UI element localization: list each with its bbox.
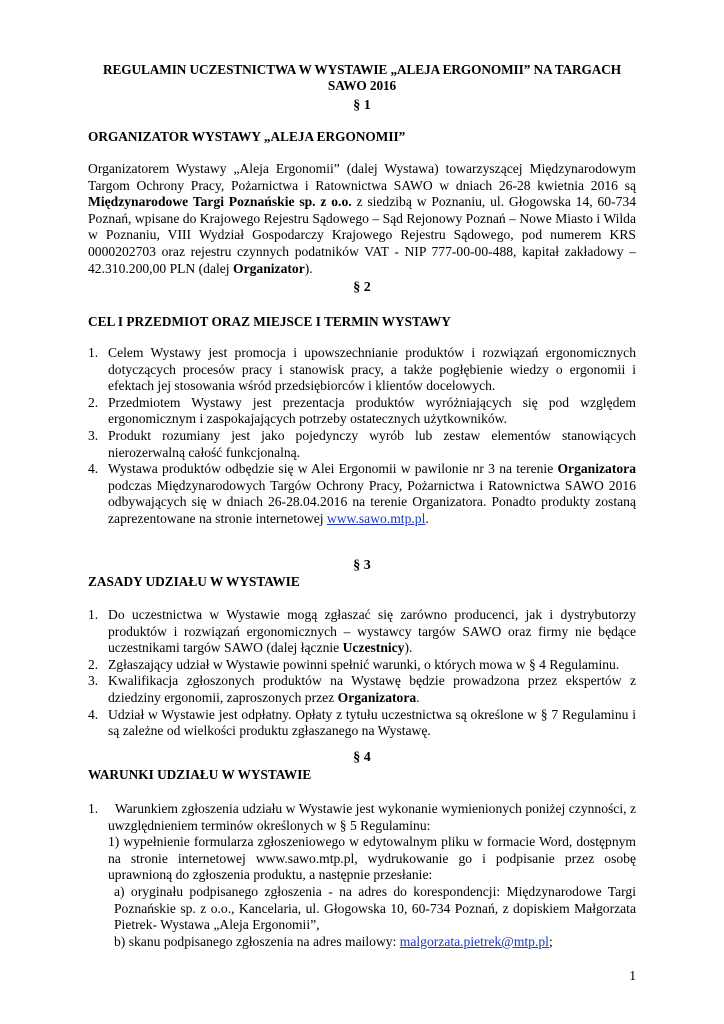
sub-item-b (108, 934, 636, 951)
organizer-term: Organizator (233, 260, 305, 276)
list-item (88, 607, 636, 657)
page-number: 1 (629, 968, 636, 983)
sub-item-1: 1) wypełnienie formularza zgłoszeniowego w edytowalnym pliku w formacie Word, dostępnym na stronie internetowej www.sawo.mtp.pl, wydrukowanie go i podpisanie przez osobę uprawnioną do zgłoszenia produktu, a następnie przesłanie: (108, 834, 636, 883)
list-item (88, 673, 636, 706)
item-text: Udział w Wystawie jest odpłatny. Opłaty z tytułu uczestnictwa są określone w § 7 Regulaminu i są zależne od wielkości produktu zgłaszanego na Wystawę. (108, 706, 636, 739)
item-text: Celem Wystawy jest promocja i upowszechnianie produktów i rozwiązań ergonomicznych dotyczących procesów pracy i stanowisk pracy, a także pogłębienie wiedzy o ergonomii i efektach jej stosowania wśród przedsiębiorców i klientów docelowych. (108, 345, 636, 394)
organizer-name: Międzynarodowe Targi Poznańskie sp. z o.o. (88, 194, 352, 210)
organizer-term: Organizatora (337, 689, 417, 705)
participants-term: Uczestnicy (342, 640, 405, 656)
item-text: Przedmiotem Wystawy jest prezentacja produktów wyróżniających się pod względem ergonomicznym i zaspokajających potrzeby ostatecznych użytkowników. (108, 394, 636, 427)
sub-item-a: a) oryginału podpisanego zgłoszenia - na adres do korespondencji: Międzynarodowe Targi Poznańskie sp. z o.o., Kancelaria, ul. Głogowska 10, 60-734 Poznań, z dopiskiem Małgorzata Pietrek- Wystawa „Aleja Ergonomii”, (114, 883, 636, 933)
section-3-list (88, 607, 636, 740)
section-3-heading: ZASADY UDZIAŁU W WYSTAWIE (88, 574, 300, 589)
section-3-mark: § 3 (353, 558, 371, 573)
list-item (88, 395, 636, 428)
text: Organizatorem Wystawy „Aleja Ergonomii” (dalej Wystawa) towarzyszącej Międzynarodowym Targom Ochrony Pracy, Pożarnictwa i Ratownictwa SAWO w dniach 26-28 kwietnia 2016 są (88, 161, 636, 193)
item-number: 2. (88, 394, 99, 410)
email-link[interactable]: malgorzata.pietrek@mtp.pl (399, 933, 549, 949)
section-4-item (88, 801, 640, 950)
section-1-paragraph (88, 161, 636, 277)
item-number: 4. (88, 461, 99, 477)
item-number: 2. (88, 656, 99, 672)
item-text: . (416, 689, 420, 705)
list-item (88, 345, 636, 395)
item-text: podczas Międzynarodowych Targów Ochrony Pracy, Pożarnictwa i Ratownictwa SAWO 2016 odbywających się w dniach 26-28.04.2016 na terenie Organizatora. Ponadto produkty zostaną zaprezentowane na stronie internetowej (108, 477, 636, 526)
text: ). (304, 260, 313, 276)
organizer-term: Organizatora (557, 461, 636, 477)
item-number: 3. (88, 673, 99, 689)
text: z siedzibą w Poznaniu, ul. Głogowska 14, 60-734 Poznań, wpisane do Krajowego Rejestru Sądowego – Sąd Rejonowy Poznań – Nowe Miasto i Wilda w Poznaniu, VIII Wydział Gospodarczy Krajowego Rejestru Sądowego, pod numerem KRS 0000202703 oraz rejestru czynnych podatników VAT - NIP 777-00-00-488, kapitał zakładowy – 42.310.200,00 PLN (dalej (88, 194, 636, 276)
item-number: 1. (88, 801, 99, 816)
item-text: . (425, 510, 429, 526)
section-4-mark: § 4 (353, 750, 371, 765)
section-1-mark: § 1 (353, 98, 371, 113)
list-item (88, 707, 636, 740)
item-text: Produkt rozumiany jest jako pojedynczy wyrób lub zestaw elementów stanowiących nierozerwalną całość funkcjonalną. (108, 427, 636, 460)
item-number: 3. (88, 427, 99, 443)
sub-item-text: ; (548, 933, 553, 949)
list-item (88, 461, 636, 527)
item-body (88, 801, 640, 950)
sub-item-text: b) skanu podpisanego zgłoszenia na adres mailowy: (114, 933, 400, 949)
item-text: ). (404, 640, 413, 656)
item-number: 1. (88, 607, 99, 622)
item-text: Do uczestnictwa w Wystawie mogą zgłaszać się zarówno producenci, jak i dystrybutorzy produktów i rozwiązań ergonomicznych – wystawcy targów SAWO oraz firmy nie będące uczestnikami targów SAWO (dalej łącznie (108, 607, 636, 656)
list-item (88, 428, 636, 461)
section-4-heading: WARUNKI UDZIAŁU W WYSTAWIE (88, 767, 312, 782)
item-text: Kwalifikacja zgłoszonych produktów na Wystawę będzie prowadzona przez ekspertów z dziedziny ergonomii, zaproszonych przez (108, 673, 636, 705)
item-number: 4. (88, 706, 99, 722)
item-number: 1. (88, 345, 99, 360)
document-title: REGULAMIN UCZESTNICTWA W WYSTAWIE „ALEJA ERGONOMII” NA TARGACH SAWO 2016 (102, 62, 622, 93)
sawo-website-link[interactable]: www.sawo.mtp.pl (326, 510, 426, 526)
section-2-heading: CEL I PRZEDMIOT ORAZ MIEJSCE I TERMIN WYSTAWY (88, 314, 451, 329)
item-text: Zgłaszający udział w Wystawie powinni spełnić warunki, o których mowa w § 4 Regulaminu. (108, 656, 620, 672)
section-2-mark: § 2 (353, 280, 371, 295)
item-intro: Warunkiem zgłoszenia udziału w Wystawie jest wykonanie wymienionych poniżej czynności, z uwzględnieniem terminów określonych w § 5 Regulaminu: (108, 801, 640, 833)
item-text: Wystawa produktów odbędzie się w Alei Ergonomii w pawilonie nr 3 na terenie (108, 461, 558, 477)
section-2-list (88, 345, 636, 528)
list-item (88, 657, 636, 674)
section-1-heading: ORGANIZATOR WYSTAWY „ALEJA ERGONOMII” (88, 129, 406, 144)
